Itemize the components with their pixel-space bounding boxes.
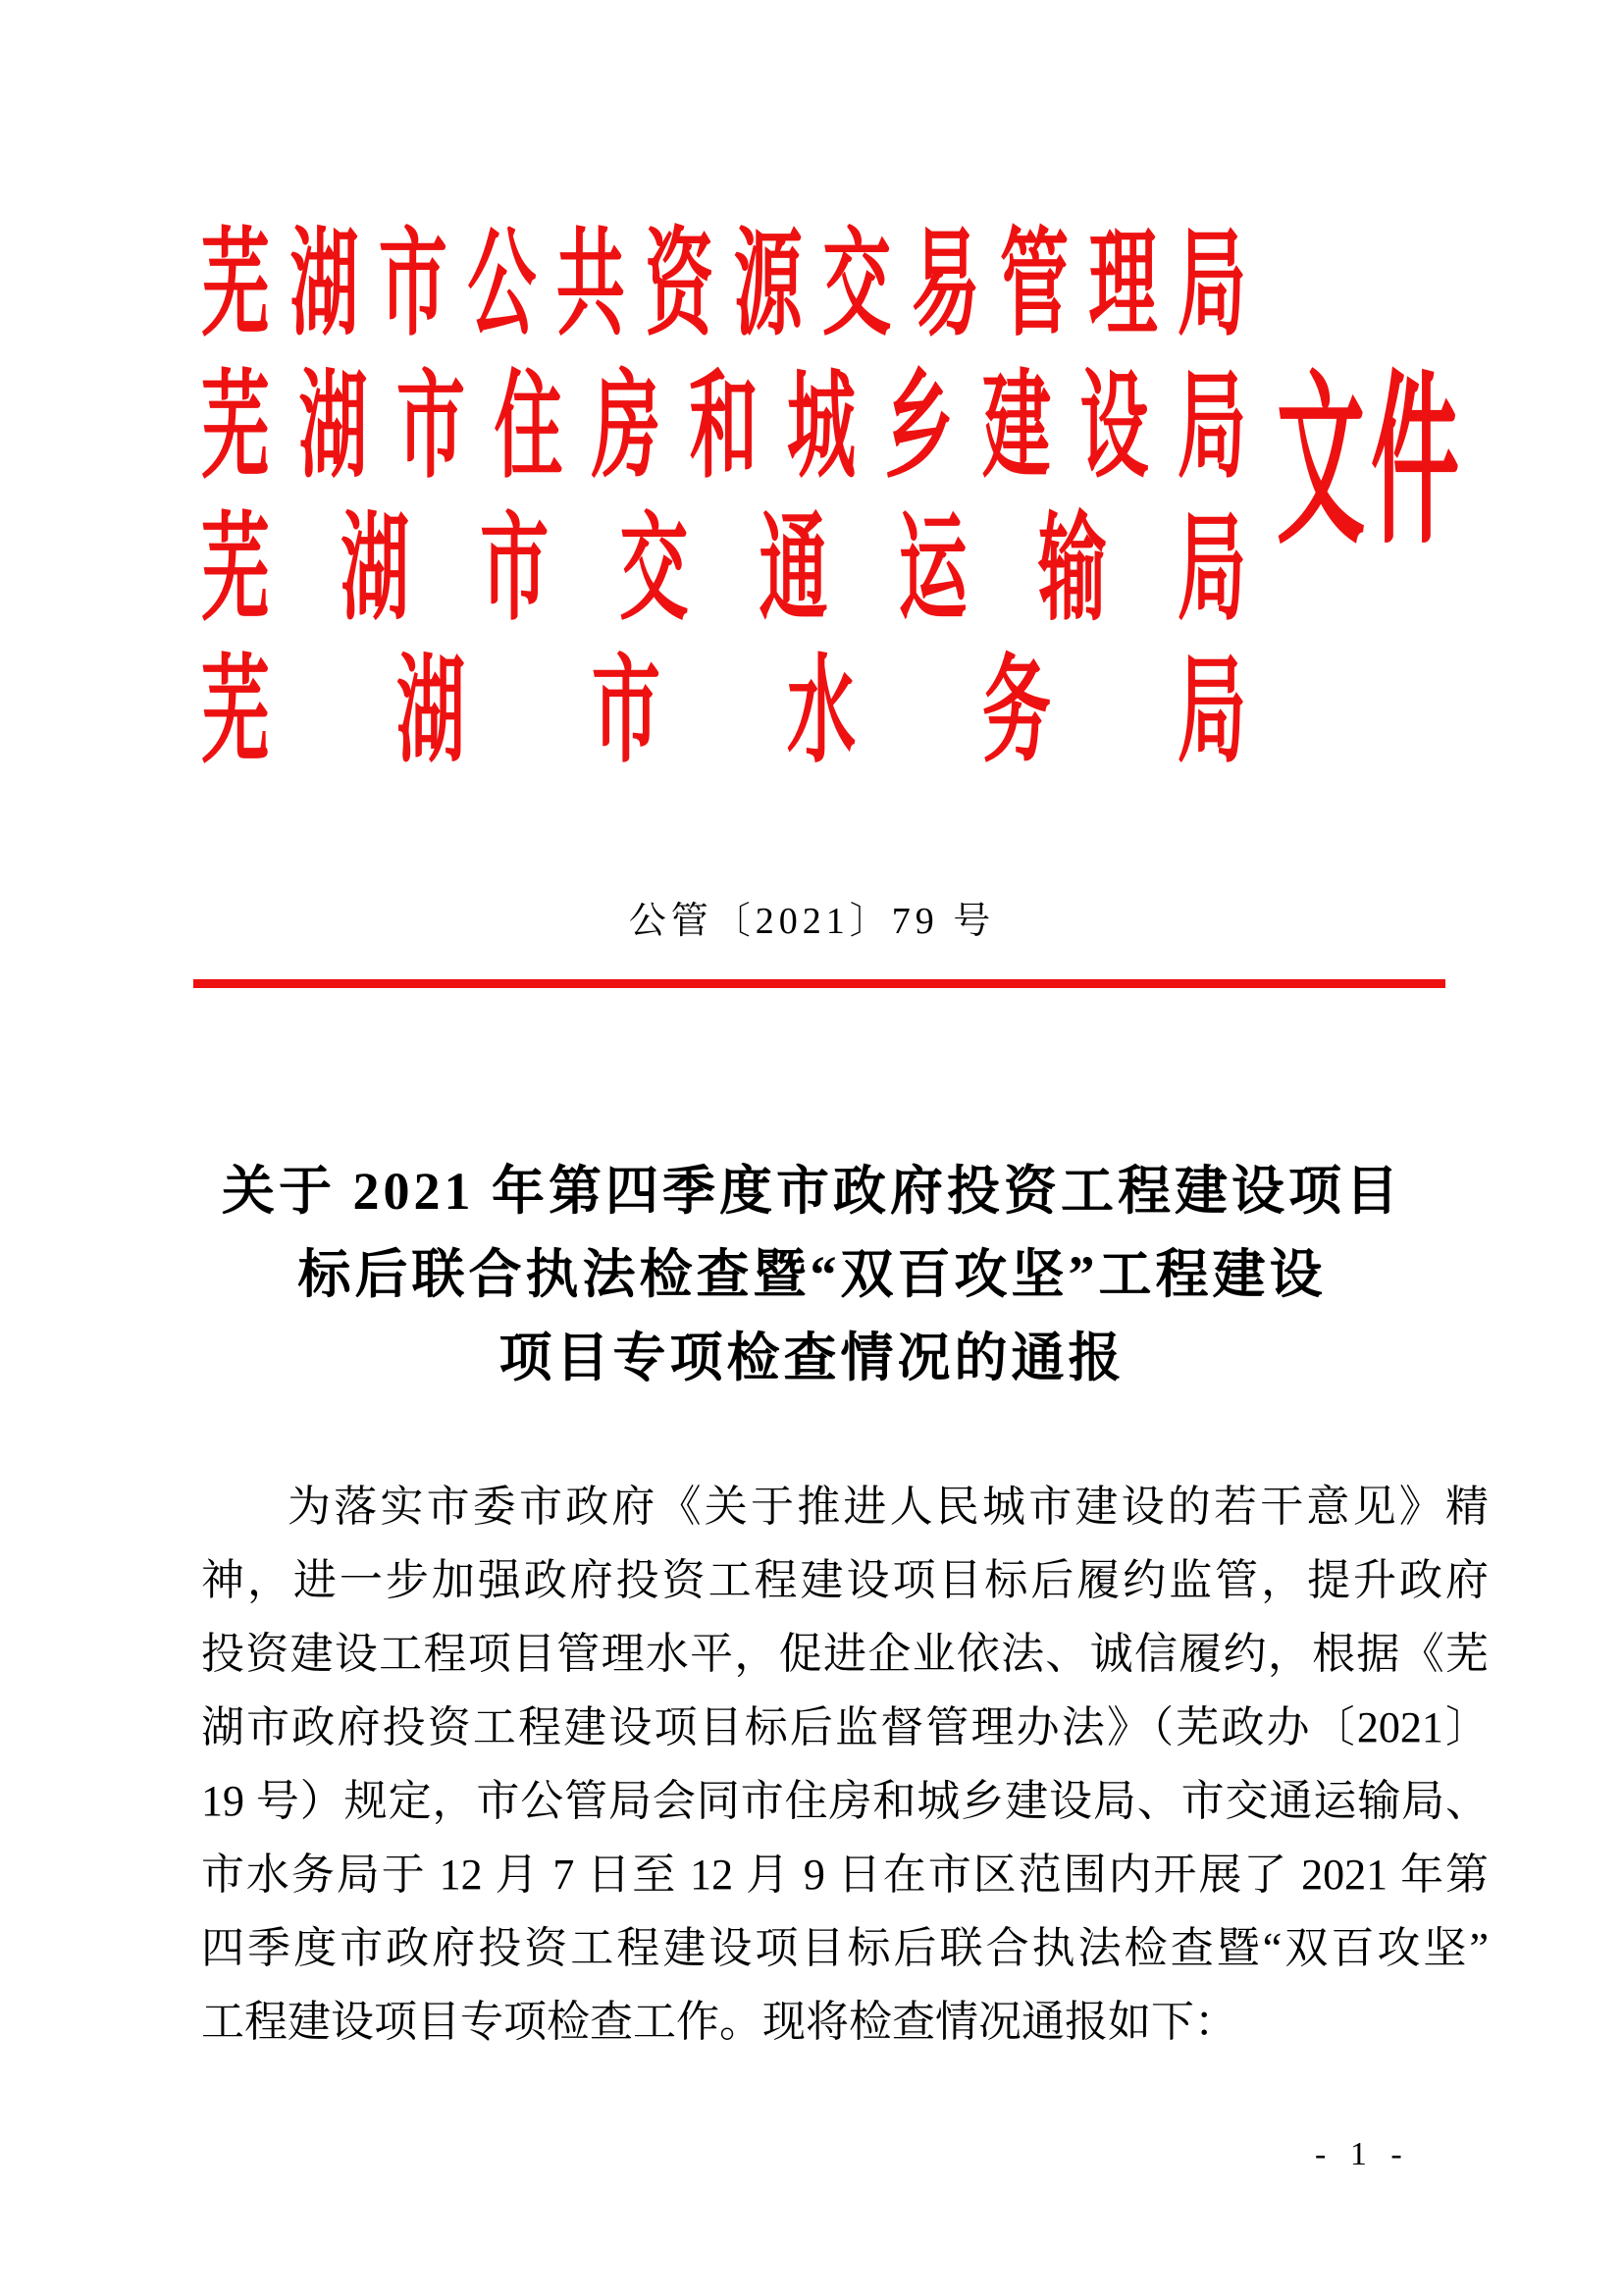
body-paragraph [201, 1470, 1489, 2059]
document-title-line-2: 标后联合执法检查暨“双百攻坚”工程建设 [297, 1245, 1327, 1304]
agency-name-line-3: 芜湖市交通运输局 [201, 506, 1246, 636]
page-number: - 1 - [1315, 2136, 1410, 2172]
body-text-line: 神，进一步加强政府投资工程建设项目标后履约监管，提升政府 [201, 1556, 1489, 1604]
agency-name-line-2: 芜湖市住房和城乡建设局 [201, 364, 1246, 494]
body-text-line: 四季度市政府投资工程建设项目标后联合执法检查暨“双百攻坚” [201, 1924, 1489, 1972]
doc-number: 公管〔2021〕79 号 [628, 901, 996, 942]
body-text-line: 工程建设项目专项检查工作。现将检查情况通报如下： [201, 1998, 1237, 2046]
document-title-line-3: 项目专项检查情况的通报 [498, 1329, 1126, 1387]
body-text-line: 湖市政府投资工程建设项目标后监督管理办法》（芜政办〔2021〕 [201, 1703, 1489, 1751]
agency-name-line-1: 芜湖市公共资源交易管理局 [201, 222, 1246, 351]
body-text-line: 投资建设工程项目管理水平，促进企业依法、诚信履约，根据《芜 [201, 1630, 1489, 1678]
body-text-line: 市水务局于 12 月 7 日至 12 月 9 日在市区范围内开展了 2021 年第 [201, 1851, 1489, 1899]
body-text-line: 为落实市委市政府《关于推进人民城市建设的若干意见》精 [288, 1483, 1489, 1531]
red-divider-line [193, 979, 1445, 988]
agency-name-line-4: 芜湖市水务局 [201, 649, 1246, 778]
document-title-line-1: 关于 2021 年第四季度市政府投资工程建设项目 [222, 1162, 1402, 1221]
doc-type-label: 文件 [1277, 362, 1465, 567]
document-title [0, 1150, 1624, 1400]
body-text-line: 19 号）规定，市公管局会同市住房和城乡建设局、市交通运输局、 [201, 1777, 1489, 1825]
